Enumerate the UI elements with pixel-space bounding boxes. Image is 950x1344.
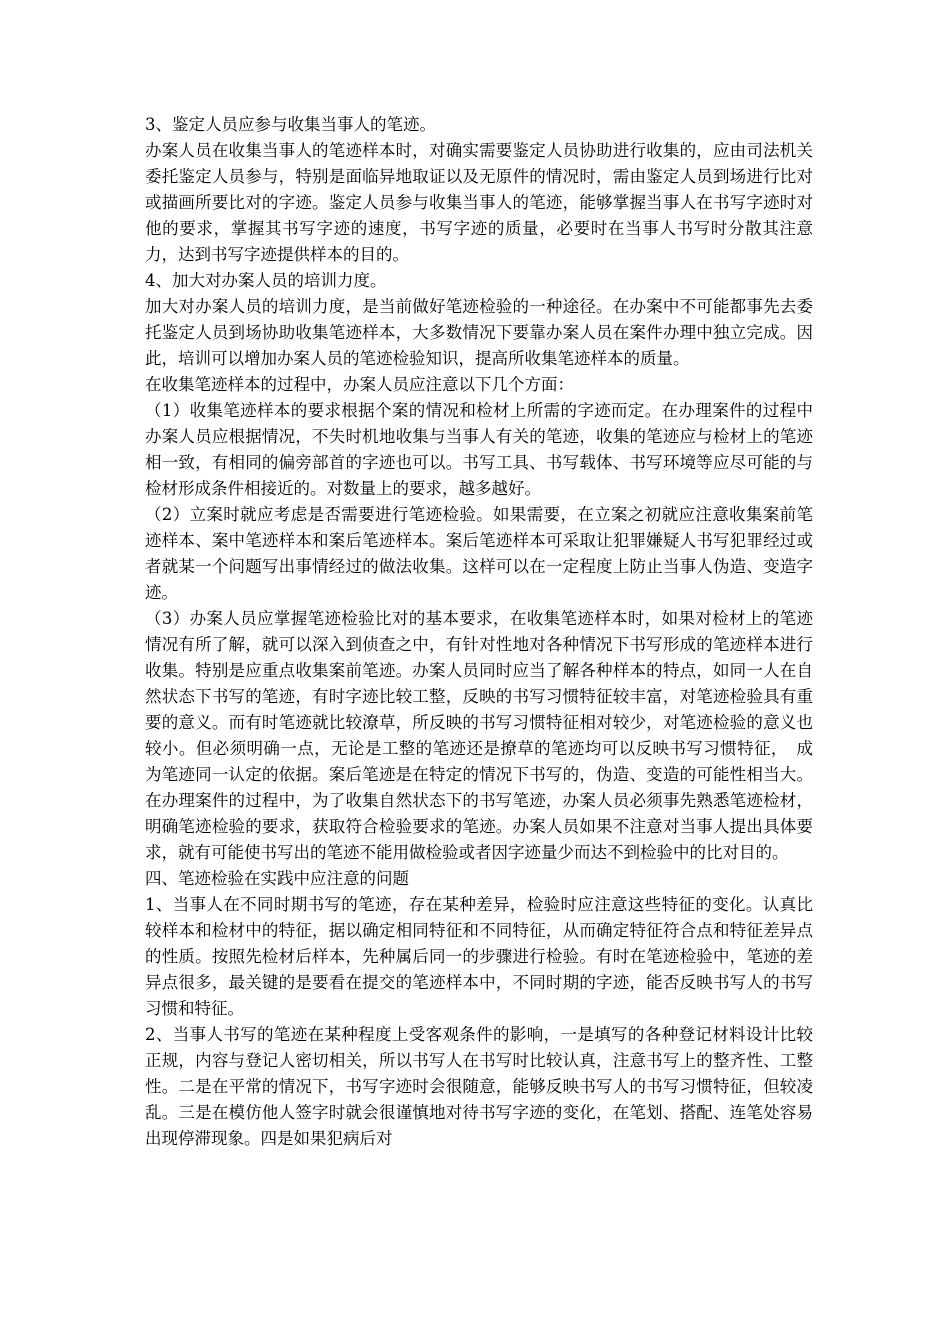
body-paragraph: 办案人员在收集当事人的笔迹样本时，对确实需要鉴定人员协助进行收集的，应由司法机关委托鉴定人员参与，特别是面临异地取证以及无原件的情况时，需由鉴定人员到场进行比对或描画所要比对的字迹。鉴定人员参与收集当事人的笔迹，能够掌握当事人在书写字迹时对他的要求，掌握其书写字迹的速度，书写字迹的质量，必要时在当事人书写时分散其注意力，达到书写字迹提供样本的目的。 bbox=[145, 141, 813, 264]
body-paragraph: 在收集笔迹样本的过程中，办案人员应注意以下几个方面： bbox=[145, 375, 574, 394]
list-item-1: （1）收集笔迹样本的要求根据个案的情况和检材上所需的字迹而定。在办理案件的过程中办案人员应根据情况，不失时机地收集与当事人有关的笔迹，收集的笔迹应与检材上的笔迹相一致，有相同的偏旁部首的字迹也可以。书写工具、书写载体、书写环境等应尽可能的与检材形成条件相接近的。对数量上的要求，越多越好。 bbox=[145, 401, 813, 498]
list-item-3: （3）办案人员应掌握笔迹检验比对的基本要求，在收集笔迹样本时，如果对检材上的笔迹情况有所了解，就可以深入到侦查之中，有针对性地对各种情况下书写形成的笔迹样本进行收集。特别是应重点收集案前笔迹。办案人员同时应当了解各种样本的特点，如同一人在自然状态下书写的笔迹，有时字迹比较工整，反映的书写习惯特征较丰富，对笔迹检验具有重要的意义。而有时笔迹就比较潦草，所反映的书写习惯特征相对较少，对笔迹检验的意义也较小。但必须明确一点，无论是工整的笔迹还是撩草的笔迹均可以反映书写习惯特征， 成为笔迹同一认定的依据。案后笔迹是在特定的情况下书写的，伪造、变造的可能性相当大。在办理案件的过程中，为了收集自然状态下的书写笔迹，办案人员必须事先熟悉笔迹检材，明确笔迹检验的要求，获取符合检验要求的笔迹。办案人员如果不注意对当事人提出具体要求，就有可能使书写出的笔迹不能用做检验或者因字迹量少而达不到检验中的比对目的。 bbox=[145, 609, 813, 862]
chapter-heading-4: 四、笔迹检验在实践中应注意的问题 bbox=[145, 869, 409, 888]
section-heading-4: 4、加大对办案人员的培训力度。 bbox=[145, 271, 387, 290]
body-paragraph: 加大对办案人员的培训力度，是当前做好笔迹检验的一种途径。在办案中不可能都事先去委托鉴定人员到场协助收集笔迹样本，大多数情况下要靠办案人员在案件办理中独立完成。因此，培训可以增加办案人员的笔迹检验知识，提高所收集笔迹样本的质量。 bbox=[145, 297, 813, 368]
body-paragraph: 2、当事人书写的笔迹在某种程度上受客观条件的影响，一是填写的各种登记材料设计比较正规，内容与登记人密切相关，所以书写人在书写时比较认真，注意书写上的整齐性、工整性。二是在平常的情况下，书写字迹时会很随意，能够反映书写人的书写习惯特征，但较凌乱。三是在模仿他人签字时就会很谨慎地对待书写字迹的变化，在笔划、搭配、连笔处容易出现停滞现象。四是如果犯病后对 bbox=[145, 1025, 813, 1148]
document-body bbox=[145, 112, 813, 1152]
body-paragraph: 1、当事人在不同时期书写的笔迹，存在某种差异，检验时应注意这些特征的变化。认真比较样本和检材中的特征，据以确定相同特征和不同特征，从而确定特征符合点和特征差异点的性质。按照先检材后样本，先种属后同一的步骤进行检验。有时在笔迹检验中，笔迹的差异点很多，最关键的是要看在提交的笔迹样本中，不同时期的字迹，能否反映书写人的书写习惯和特征。 bbox=[145, 895, 813, 1018]
section-heading-3: 3、鉴定人员应参与收集当事人的笔迹。 bbox=[145, 115, 436, 134]
list-item-2: （2）立案时就应考虑是否需要进行笔迹检验。如果需要，在立案之初就应注意收集案前笔迹样本、案中笔迹样本和案后笔迹样本。案后笔迹样本可采取让犯罪嫌疑人书写犯罪经过或者就某一个问题写出事情经过的做法收集。这样可以在一定程度上防止当事人伪造、变造字迹。 bbox=[145, 505, 813, 602]
